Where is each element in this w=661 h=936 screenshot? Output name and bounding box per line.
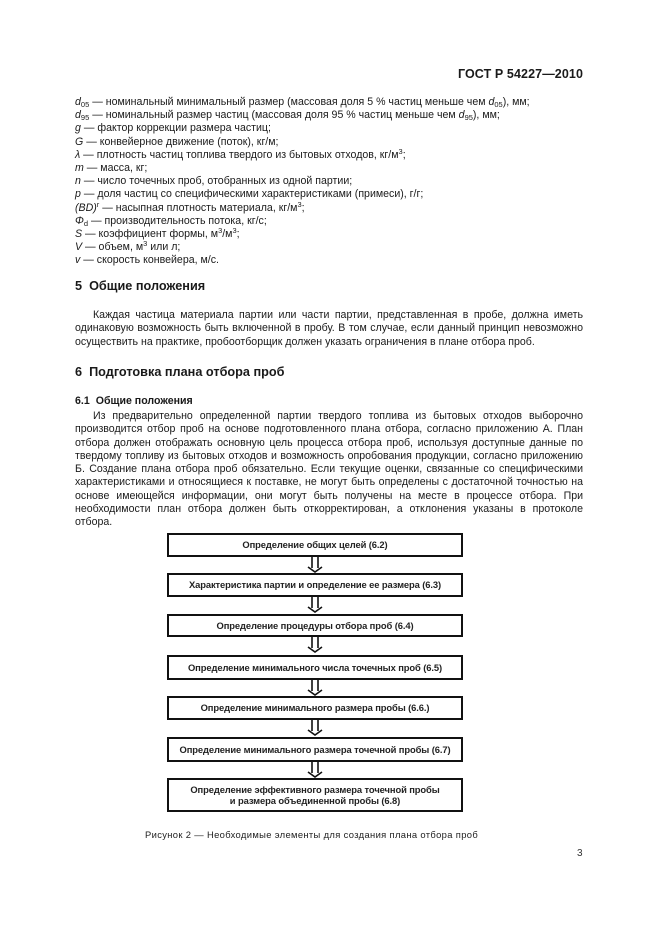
section-title: Общие положения	[89, 279, 206, 293]
double-down-arrow-icon	[304, 720, 326, 736]
section-5-heading	[75, 279, 205, 293]
flowchart-step	[167, 614, 463, 637]
symbol: v	[75, 254, 81, 267]
definition-item	[75, 188, 583, 201]
definition-text: — плотность частиц топлива твердого из бытовых отходов, кг/м	[80, 148, 399, 161]
symbol: Φ	[75, 214, 84, 227]
definition-text: ), мм;	[502, 96, 530, 108]
step-text-line: Характеристика партии и определение ее размера (6.3)	[188, 579, 442, 591]
symbol-subscript: 95	[80, 113, 90, 123]
definition-text: — насыпная плотность материала, кг/м	[99, 201, 298, 214]
definition-text: — скорость конвейера, м/с.	[80, 254, 219, 267]
subsection-6-1-heading	[75, 395, 193, 407]
definition-text: — фактор коррекции размера частиц;	[80, 122, 271, 135]
double-down-arrow-icon	[304, 557, 326, 573]
flowchart-step-label	[242, 539, 387, 551]
definition-text: — конвейерное движение (поток), кг/м;	[83, 135, 279, 148]
flowchart-step	[167, 737, 463, 762]
section-6-heading	[75, 365, 285, 379]
symbol: V	[75, 241, 83, 254]
symbol: g	[75, 122, 81, 135]
definition-item	[75, 146, 583, 162]
definition-text: — доля частиц со специфическими характеристиками (примеси), г/г;	[80, 188, 424, 201]
flowchart-step	[167, 573, 463, 597]
definition-item	[75, 215, 583, 228]
symbol-superscript: r	[96, 199, 100, 209]
section-number: 6	[75, 365, 83, 379]
symbol: S	[75, 228, 83, 241]
page-number: 3	[577, 848, 583, 859]
symbol: (BD)	[75, 201, 97, 214]
flowchart-step-label	[188, 662, 442, 674]
symbol: m	[75, 162, 84, 175]
definition-item	[75, 254, 583, 267]
definition-item	[75, 109, 583, 122]
definition-item	[75, 96, 583, 109]
definition-text: — номинальный минимальный размер (массовая доля 5 % частиц меньше чем	[89, 96, 489, 108]
definition-text: ;	[301, 201, 305, 214]
definition-text: /м	[222, 228, 233, 241]
definition-text: ), мм;	[472, 109, 500, 122]
step-text-line: Определение минимального числа точечных проб (6.5)	[187, 661, 442, 673]
symbol: G	[75, 135, 84, 148]
step-text-line: Определение минимального размера пробы (6.6.)	[200, 702, 430, 714]
symbol-subscript: d	[83, 218, 89, 228]
flowchart-step-label	[201, 702, 430, 714]
subsection-title: Общие положения	[95, 395, 193, 407]
definition-item	[75, 136, 583, 149]
double-down-arrow-icon	[304, 680, 326, 696]
symbol: d	[458, 109, 465, 122]
symbol-definitions-list	[75, 96, 583, 268]
definition-text: ;	[236, 228, 240, 241]
document-id-header: ГОСТ Р 54227—2010	[457, 67, 583, 81]
step-text-line: Определение общих целей (6.2)	[242, 539, 388, 551]
definition-text: или л;	[147, 241, 181, 254]
flowchart-step-label	[190, 784, 439, 807]
definition-item	[75, 175, 583, 188]
symbol-subscript: 05	[80, 100, 90, 109]
symbol: p	[75, 188, 81, 201]
figure-caption: Рисунок 2 — Необходимые элементы для создания плана отбора проб	[145, 829, 479, 840]
definition-text: — число точечных проб, отобранных из одной партии;	[80, 175, 353, 188]
section-number: 5	[75, 279, 83, 293]
definition-text: — коэффициент формы, м	[82, 228, 219, 241]
step-text-line: Определение процедуры отбора проб (6.4)	[216, 619, 414, 631]
section-title: Подготовка плана отбора проб	[89, 365, 285, 379]
flowchart-step-label	[217, 620, 414, 632]
double-down-arrow-icon	[304, 762, 326, 778]
definition-item	[75, 241, 583, 254]
flowchart-step	[167, 533, 463, 557]
definition-item	[75, 228, 583, 241]
step-text-line: Определение минимального размера точечной пробы (6.7)	[179, 743, 451, 755]
subsection-number: 6.1	[75, 395, 90, 407]
definition-text: — номинальный размер частиц (массовая доля 95 % частиц меньше чем	[89, 109, 459, 122]
definition-item	[75, 122, 583, 135]
flowchart-step	[167, 655, 463, 680]
definition-item	[75, 162, 583, 175]
unit-superscript: 3	[218, 226, 223, 236]
double-down-arrow-icon	[304, 597, 326, 613]
unit-superscript: 3	[143, 239, 148, 249]
definition-item	[75, 199, 583, 215]
symbol: d	[75, 109, 81, 122]
definition-text: — производительность потока, кг/с;	[88, 214, 267, 227]
definition-text: ;	[402, 148, 406, 161]
section-5-paragraph: Каждая частица материала партии или части партии, представленная в пробе, должна иметь одинаковую возможность быть включенной в пробу. В том случае, если данный принцип невозможно осуществить на практике, пробоотборщик должен указать ограничения в плане отбора проб.	[75, 309, 583, 348]
unit-superscript: 3	[398, 146, 403, 156]
flowchart-step-label	[180, 744, 451, 756]
definition-text: — масса, кг;	[83, 162, 148, 175]
symbol-subscript: 95	[464, 113, 473, 123]
step-text-line: и размера объединенной пробы (6.8)	[229, 795, 401, 806]
symbol: d	[75, 96, 81, 108]
double-down-arrow-icon	[304, 637, 326, 653]
flowchart-step	[167, 696, 463, 720]
subsection-6-1-paragraph: Из предварительно определенной партии твердого топлива из бытовых отходов выборочно производится отбор проб на основе подготовленного плана отбора, согласно приложению А. План отбора должен отображать основную цель процесса отбора проб, используя доступные данные по твердому топливу из бытовых отходов и возможность опробования продукции, согласно приложению Б. Создание плана отбора проб обязательно. Если текущие оценки, связанные со специфическими характеристиками и относящиеся к поставке, не могут быть определены с достаточной точностью на основе имеющейся информации, они могут быть получены на месте в процессе отбора. При необходимости план отбора должен быть откорректирован, а отклонения указаны в протоколе отбора.	[75, 410, 583, 529]
flowchart-step-label	[189, 579, 441, 591]
symbol-subscript: 05	[494, 100, 503, 109]
step-text-line: Определение эффективного размера точечной пробы	[190, 783, 440, 795]
definition-text: — объем, м	[82, 241, 144, 254]
flowchart-step	[167, 778, 463, 812]
unit-superscript: 3	[297, 199, 302, 209]
symbol: λ	[75, 148, 81, 161]
symbol: n	[75, 175, 81, 188]
unit-superscript: 3	[232, 226, 237, 236]
symbol: d	[488, 96, 495, 108]
